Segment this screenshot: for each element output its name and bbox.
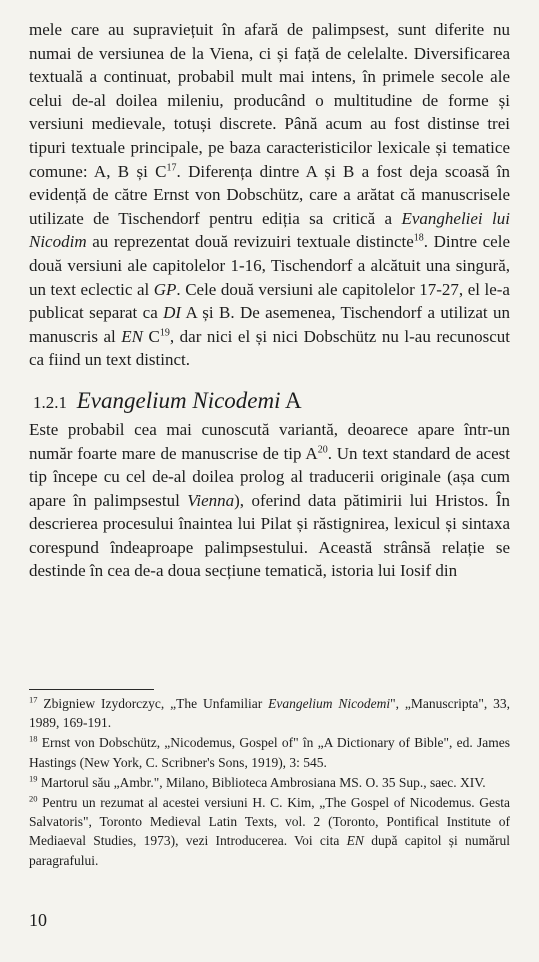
footnote-19 [29, 773, 510, 792]
text-run: Este probabil cea mai cunoscută variantă, deoarece apare într-un număr foarte mare de manuscrise de tip A [29, 419, 510, 463]
section-title: Evangelium Nicodemi [76, 387, 281, 413]
italic-abbrev: EN [121, 326, 143, 346]
text-run: . Diferența dintre A și B a fost deja scoasă în evidență de către Ernst von Dobschütz, care a arătat că manuscrisele utilizate de Tischendorf pentru ediția sa critică a [29, 161, 510, 228]
section-letter: A [280, 387, 302, 413]
footnote-ref-17[interactable]: 17 [166, 161, 177, 173]
section-number: 1.2.1 [33, 392, 67, 412]
footnote-number: 19 [29, 773, 38, 784]
text-run: . Cele două versiuni ale capitolelor 17-27, el le-a publicat separat ca [29, 279, 510, 323]
text-run: , dar nici el și nici Dobschütz nu l-au recunoscut ca fiind un text distinct. [29, 326, 510, 370]
italic-abbrev: DI [163, 303, 182, 323]
text-run: ), oferind data pătimirii lui Hristos. În descrierea procesului înaintea lui Pilat și răstignirea, lexicul și sintaxa corespund îndeaproape palimpsestului. Această strânsă relație se destinde în cea de-a doua secțiune tematică, istoria lui Iosif din [29, 490, 510, 581]
paragraph [29, 418, 510, 583]
footnote-ref-20[interactable]: 20 [317, 443, 328, 455]
italic-name: Vienna [187, 490, 235, 510]
main-text [29, 18, 510, 583]
paragraph-continued [29, 18, 510, 372]
footnote-text: ", „Manuscripta", 33, 1989, 169-191. [29, 696, 510, 731]
text-run: au reprezentat două revizuiri textuale distincte [86, 232, 414, 252]
footnote-ref-18[interactable]: 18 [413, 232, 424, 244]
footnote-separator [29, 689, 154, 690]
footnote-number: 20 [29, 793, 38, 804]
footnote-17 [29, 694, 510, 732]
text-run: A și B. De asemenea, Tischendorf a utilizat un manuscris al [29, 303, 510, 346]
footnotes [29, 694, 510, 871]
text-run: . Un text standard de acest tip începe cu cel de-al doilea prolog al traducerii originale (așa cum apare în palimpsestul [29, 443, 510, 510]
section-heading [29, 386, 510, 418]
footnote-18 [29, 733, 510, 771]
footnote-number: 18 [29, 733, 38, 744]
italic-title: Evangheliei lui Nicodim [29, 208, 510, 252]
footnote-text: după capitol și numărul paragrafului. [29, 833, 510, 868]
footnote-text: Pentru un rezumat al acestei versiuni H. C. Kim, „The Gospel of Nicodemus. Gesta Salvatoris", Toronto Medieval Latin Texts, vol. 2 (Toronto, Pontifical Institute of Mediaeval Studies, 1973), vezi Introducerea. Voi cita [29, 795, 510, 849]
footnote-italic: EN [346, 833, 364, 849]
footnote-20 [29, 793, 510, 870]
footnote-number: 17 [29, 694, 38, 705]
italic-abbrev: GP [153, 279, 177, 299]
page-number: 10 [29, 910, 47, 930]
text-run: . Dintre cele două versiuni ale capitolelor 1-16, Tischendorf a alcătuit una singură, un text eclectic al [29, 232, 510, 299]
text-run: C [143, 326, 160, 346]
footnote-text: Ernst von Dobschütz, „Nicodemus, Gospel of" în „A Dictionary of Bible", ed. James Hastings (New York, C. Scribner's Sons, 1919), 3: 545. [29, 735, 510, 770]
footnote-text: Zbigniew Izydorczyc, „The Unfamiliar [37, 696, 269, 711]
footnote-text: Martorul său „Ambr.", Milano, Biblioteca Ambrosiana MS. O. 35 Sup., saec. XIV. [37, 774, 486, 790]
footnote-italic: Evangelium Nicodemi [268, 696, 391, 711]
footnote-ref-19[interactable]: 19 [159, 327, 170, 339]
text-run: mele care au supraviețuit în afară de palimpsest, sunt diferite nu numai de versiunea de la Viena, ci și față de celelalte. Diversificarea textuală a continuat, probabil mult mai intens, în primele secole ale celui de-al doilea mileniu, producând o multitudine de forme și versiuni medievale, totuși discrete. Până acum au fost distinse trei tipuri textuale principale, pe baza caracteristicilor lexicale și tematice comune: A, B și C [29, 20, 510, 181]
